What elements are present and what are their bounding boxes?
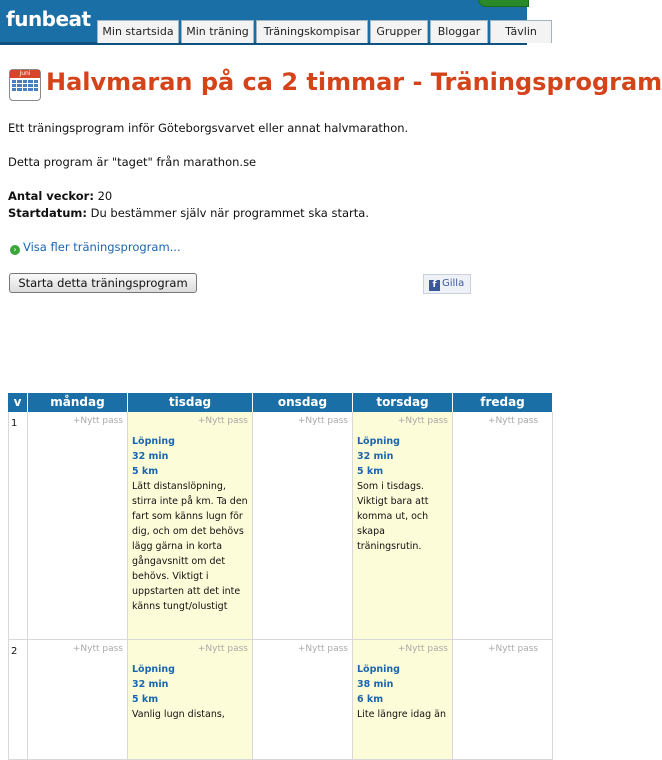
- tab-grupper[interactable]: Grupper: [370, 20, 428, 43]
- week-number: 2: [11, 646, 18, 657]
- session-entry[interactable]: [357, 662, 449, 722]
- day-cell-friday: [453, 640, 553, 760]
- week-number: 1: [11, 418, 18, 429]
- session-description: Vanlig lugn distans,: [132, 709, 225, 720]
- session-entry[interactable]: [357, 434, 449, 554]
- new-session-link[interactable]: +Nytt pass: [72, 644, 123, 654]
- session-time: 32 min: [132, 679, 169, 690]
- day-cell-wednesday: [253, 640, 353, 760]
- day-cell-tuesday[interactable]: [128, 640, 253, 760]
- session-description: Lite längre idag än: [357, 709, 446, 720]
- new-session-link[interactable]: +Nytt pass: [297, 416, 348, 426]
- session-distance: 5 km: [132, 466, 159, 477]
- program-intro: Ett träningsprogram inför Göteborgsvarvet eller annat halvmarathon.: [8, 121, 409, 135]
- account-badge[interactable]: [478, 0, 529, 7]
- tab-bloggar[interactable]: Bloggar: [430, 20, 488, 43]
- session-type[interactable]: Löpning: [132, 436, 175, 447]
- header-week: v: [8, 393, 28, 412]
- funbeat-logo[interactable]: funbeat: [6, 7, 91, 31]
- tab-traningskompisar[interactable]: Träningskompisar: [256, 20, 368, 43]
- start-value: Du bestämmer själv när programmet ska starta.: [90, 206, 369, 220]
- session-entry[interactable]: [132, 434, 250, 614]
- tab-tavlingar[interactable]: Tävlin: [490, 20, 552, 43]
- new-session-link[interactable]: +Nytt pass: [397, 644, 448, 654]
- more-programs-link[interactable]: [10, 240, 181, 255]
- session-time: 38 min: [357, 679, 394, 690]
- facebook-icon: f: [429, 280, 440, 291]
- tab-min-startsida[interactable]: Min startsida: [97, 20, 179, 43]
- session-time: 32 min: [132, 451, 169, 462]
- new-session-link[interactable]: +Nytt pass: [488, 416, 539, 426]
- day-cell-tuesday[interactable]: [128, 412, 253, 640]
- session-entry[interactable]: [132, 662, 250, 722]
- week-cell: [8, 412, 28, 640]
- session-type[interactable]: Löpning: [357, 664, 400, 675]
- weeks-label: Antal veckor:: [8, 189, 94, 203]
- new-session-link[interactable]: +Nytt pass: [72, 416, 123, 426]
- day-cell-thursday[interactable]: [353, 412, 453, 640]
- day-cell-friday: [453, 412, 553, 640]
- start-date-info: [8, 206, 369, 220]
- tab-min-traning[interactable]: Min träning: [181, 20, 254, 43]
- header-wednesday: onsdag: [253, 393, 353, 412]
- more-programs-label[interactable]: Visa fler träningsprogram...: [23, 240, 181, 254]
- facebook-like-label: Gilla: [442, 278, 465, 289]
- calendar-icon: [9, 69, 41, 101]
- session-type[interactable]: Löpning: [357, 436, 400, 447]
- session-distance: 6 km: [357, 694, 384, 705]
- new-session-link[interactable]: +Nytt pass: [297, 644, 348, 654]
- page-title: Halvmaran på ca 2 timmar - Träningsprogram: [46, 68, 662, 96]
- new-session-link[interactable]: +Nytt pass: [197, 644, 248, 654]
- header-thursday: torsdag: [353, 393, 453, 412]
- program-source: Detta program är "taget" från marathon.se: [8, 155, 257, 169]
- new-session-link[interactable]: +Nytt pass: [397, 416, 448, 426]
- day-cell-wednesday: [253, 412, 353, 640]
- header-monday: måndag: [28, 393, 128, 412]
- new-session-link[interactable]: +Nytt pass: [197, 416, 248, 426]
- training-calendar: [8, 393, 539, 720]
- calendar-icon-month: Juni: [10, 70, 40, 78]
- session-distance: 5 km: [357, 466, 384, 477]
- day-cell-thursday[interactable]: [353, 640, 453, 760]
- start-label: Startdatum:: [8, 206, 87, 220]
- top-navigation-bar: [0, 0, 537, 45]
- new-session-link[interactable]: +Nytt pass: [488, 644, 539, 654]
- day-cell-monday: [28, 640, 128, 760]
- session-distance: 5 km: [132, 694, 159, 705]
- session-description: Lätt distanslöpning, stirra inte på km. Ta den fart som känns lugn för dig, och om det behövs lägg gärna in korta gångavsnitt om det behövs. Viktigt i uppstarten att det inte känns tungt/olustigt: [132, 481, 248, 612]
- week-cell: [8, 640, 28, 760]
- arrow-right-icon: ›: [10, 245, 20, 255]
- session-time: 32 min: [357, 451, 394, 462]
- weeks-value: 20: [97, 189, 113, 203]
- facebook-like-button[interactable]: [423, 274, 471, 294]
- start-program-button[interactable]: Starta detta träningsprogram: [9, 273, 197, 293]
- weeks-info: [8, 189, 112, 203]
- header-tuesday: tisdag: [128, 393, 253, 412]
- session-description: Som i tisdags. Viktigt bara att komma ut, och skapa träningsrutin.: [357, 481, 429, 552]
- day-cell-monday: [28, 412, 128, 640]
- header-friday: fredag: [453, 393, 553, 412]
- session-type[interactable]: Löpning: [132, 664, 175, 675]
